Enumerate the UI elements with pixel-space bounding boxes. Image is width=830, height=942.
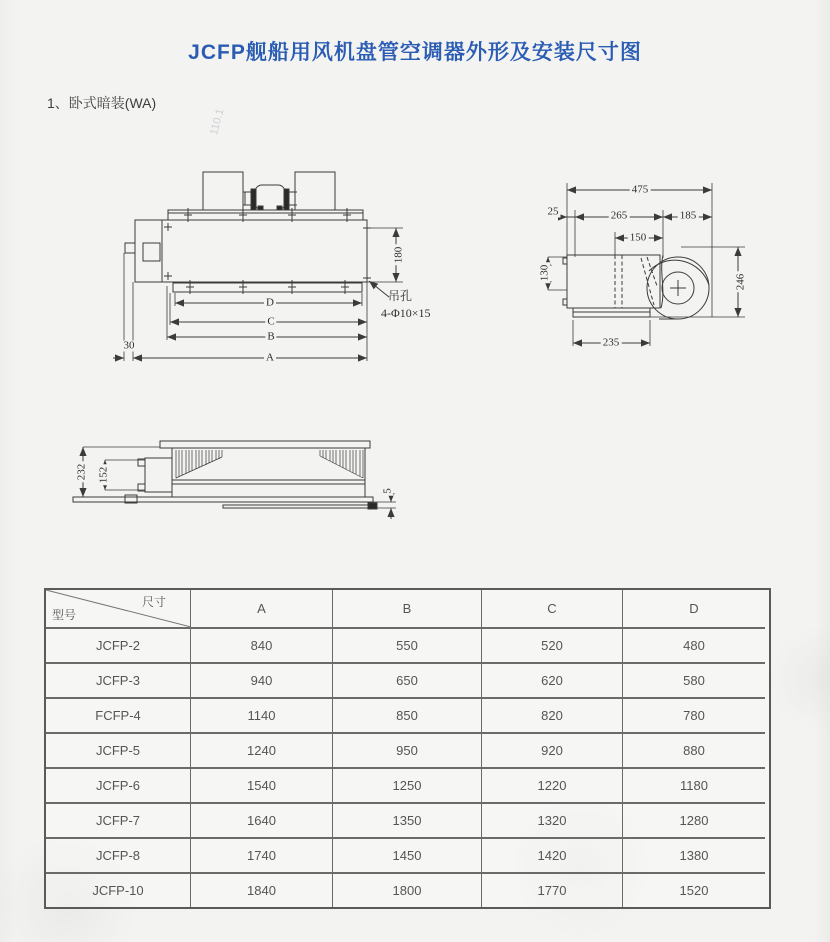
col-header-a: A <box>191 590 333 627</box>
value-cell: 1840 <box>191 872 333 907</box>
dim-label-130: 130 <box>538 264 551 282</box>
fan-volute <box>647 257 709 319</box>
condensate-tray <box>573 308 650 317</box>
dim-label-235: 235 <box>602 336 620 349</box>
value-cell: 1640 <box>191 802 333 837</box>
model-cell: JCFP-3 <box>46 662 191 697</box>
value-cell: 1280 <box>623 802 765 837</box>
value-cell: 1740 <box>191 837 333 872</box>
model-cell: JCFP-2 <box>46 627 191 662</box>
value-cell: 1770 <box>482 872 623 907</box>
value-cell: 1420 <box>482 837 623 872</box>
value-cell: 1180 <box>623 767 765 802</box>
value-cell: 1320 <box>482 802 623 837</box>
pipe-connector <box>138 458 172 492</box>
dim-label-180: 180 <box>392 246 405 264</box>
front-view-drawing <box>98 162 413 368</box>
bleed-through-mark: 110.1 <box>208 107 227 137</box>
dim-label-5: 5 <box>381 488 394 494</box>
side-view-drawing <box>523 178 770 356</box>
dim-label-152: 152 <box>97 466 110 484</box>
value-cell: 1380 <box>623 837 765 872</box>
dim-label-c: C <box>267 315 275 328</box>
dim-label-475: 475 <box>631 183 649 196</box>
extension-lines <box>124 228 403 361</box>
corner-label-model: 型号 <box>52 608 77 622</box>
value-cell: 1250 <box>333 767 482 802</box>
extension-lines <box>548 183 745 346</box>
col-header-b: B <box>333 590 482 627</box>
page-title: JCFP舰船用风机盘管空调器外形及安装尺寸图 <box>188 41 642 64</box>
col-header-d: D <box>689 601 699 616</box>
dim-label-25: 25 <box>547 205 559 218</box>
value-cell: 1450 <box>333 837 482 872</box>
corner-label-dimension: 尺寸 <box>141 595 166 609</box>
dim-label-150: 150 <box>629 231 647 244</box>
model-cell: FCFP-4 <box>46 697 191 732</box>
model-cell: JCFP-10 <box>46 872 191 907</box>
dim-label-265: 265 <box>610 209 628 222</box>
value-cell: 1240 <box>191 732 333 767</box>
value-cell: 550 <box>333 627 482 662</box>
hanging-hole-marks <box>164 223 371 282</box>
model-cell: JCFP-6 <box>46 767 191 802</box>
dim-label-d: D <box>266 296 274 309</box>
value-cell: 1520 <box>623 872 765 907</box>
model-cell: JCFP-7 <box>46 802 191 837</box>
dimension-lines <box>113 228 396 358</box>
value-cell: 1800 <box>333 872 482 907</box>
section-heading: 1、卧式暗装(WA) <box>47 95 157 111</box>
model-cell: JCFP-8 <box>46 837 191 872</box>
value-cell: 950 <box>333 732 482 767</box>
dimension-table <box>44 588 771 909</box>
bottom-plate <box>73 495 377 509</box>
end-view-drawing <box>58 427 403 522</box>
hole-note-spec: 4-Φ10×15 <box>381 306 431 320</box>
value-cell: 840 <box>191 627 333 662</box>
value-cell: 880 <box>623 732 765 767</box>
coil-body <box>172 448 365 497</box>
value-cell: 940 <box>191 662 333 697</box>
motor <box>243 185 297 210</box>
value-cell: 820 <box>482 697 623 732</box>
top-plate <box>83 441 370 448</box>
model-cell: JCFP-5 <box>46 732 191 767</box>
fan-inlet-boxes <box>203 172 335 210</box>
value-cell: 780 <box>623 697 765 732</box>
value-cell: 920 <box>482 732 623 767</box>
value-cell: 580 <box>623 662 765 697</box>
dim-label-232: 232 <box>75 463 88 481</box>
value-cell: 850 <box>333 697 482 732</box>
value-cell: 520 <box>482 627 623 662</box>
value-cell: 620 <box>482 662 623 697</box>
unit-body-outline <box>125 220 367 282</box>
value-cell: 1220 <box>482 767 623 802</box>
value-cell: 1350 <box>333 802 482 837</box>
hole-note-title: 吊孔 <box>388 289 413 303</box>
dim-label-246: 246 <box>734 273 747 291</box>
value-cell: 480 <box>623 627 765 662</box>
dim-label-a: A <box>266 351 274 364</box>
dim-label-185: 185 <box>679 209 697 222</box>
dim-label-30: 30 <box>123 339 135 352</box>
dim-label-b: B <box>267 330 275 343</box>
table-corner-cell <box>46 590 191 627</box>
col-header-c: C <box>482 590 623 627</box>
value-cell: 1540 <box>191 767 333 802</box>
value-cell: 650 <box>333 662 482 697</box>
value-cell: 1140 <box>191 697 333 732</box>
